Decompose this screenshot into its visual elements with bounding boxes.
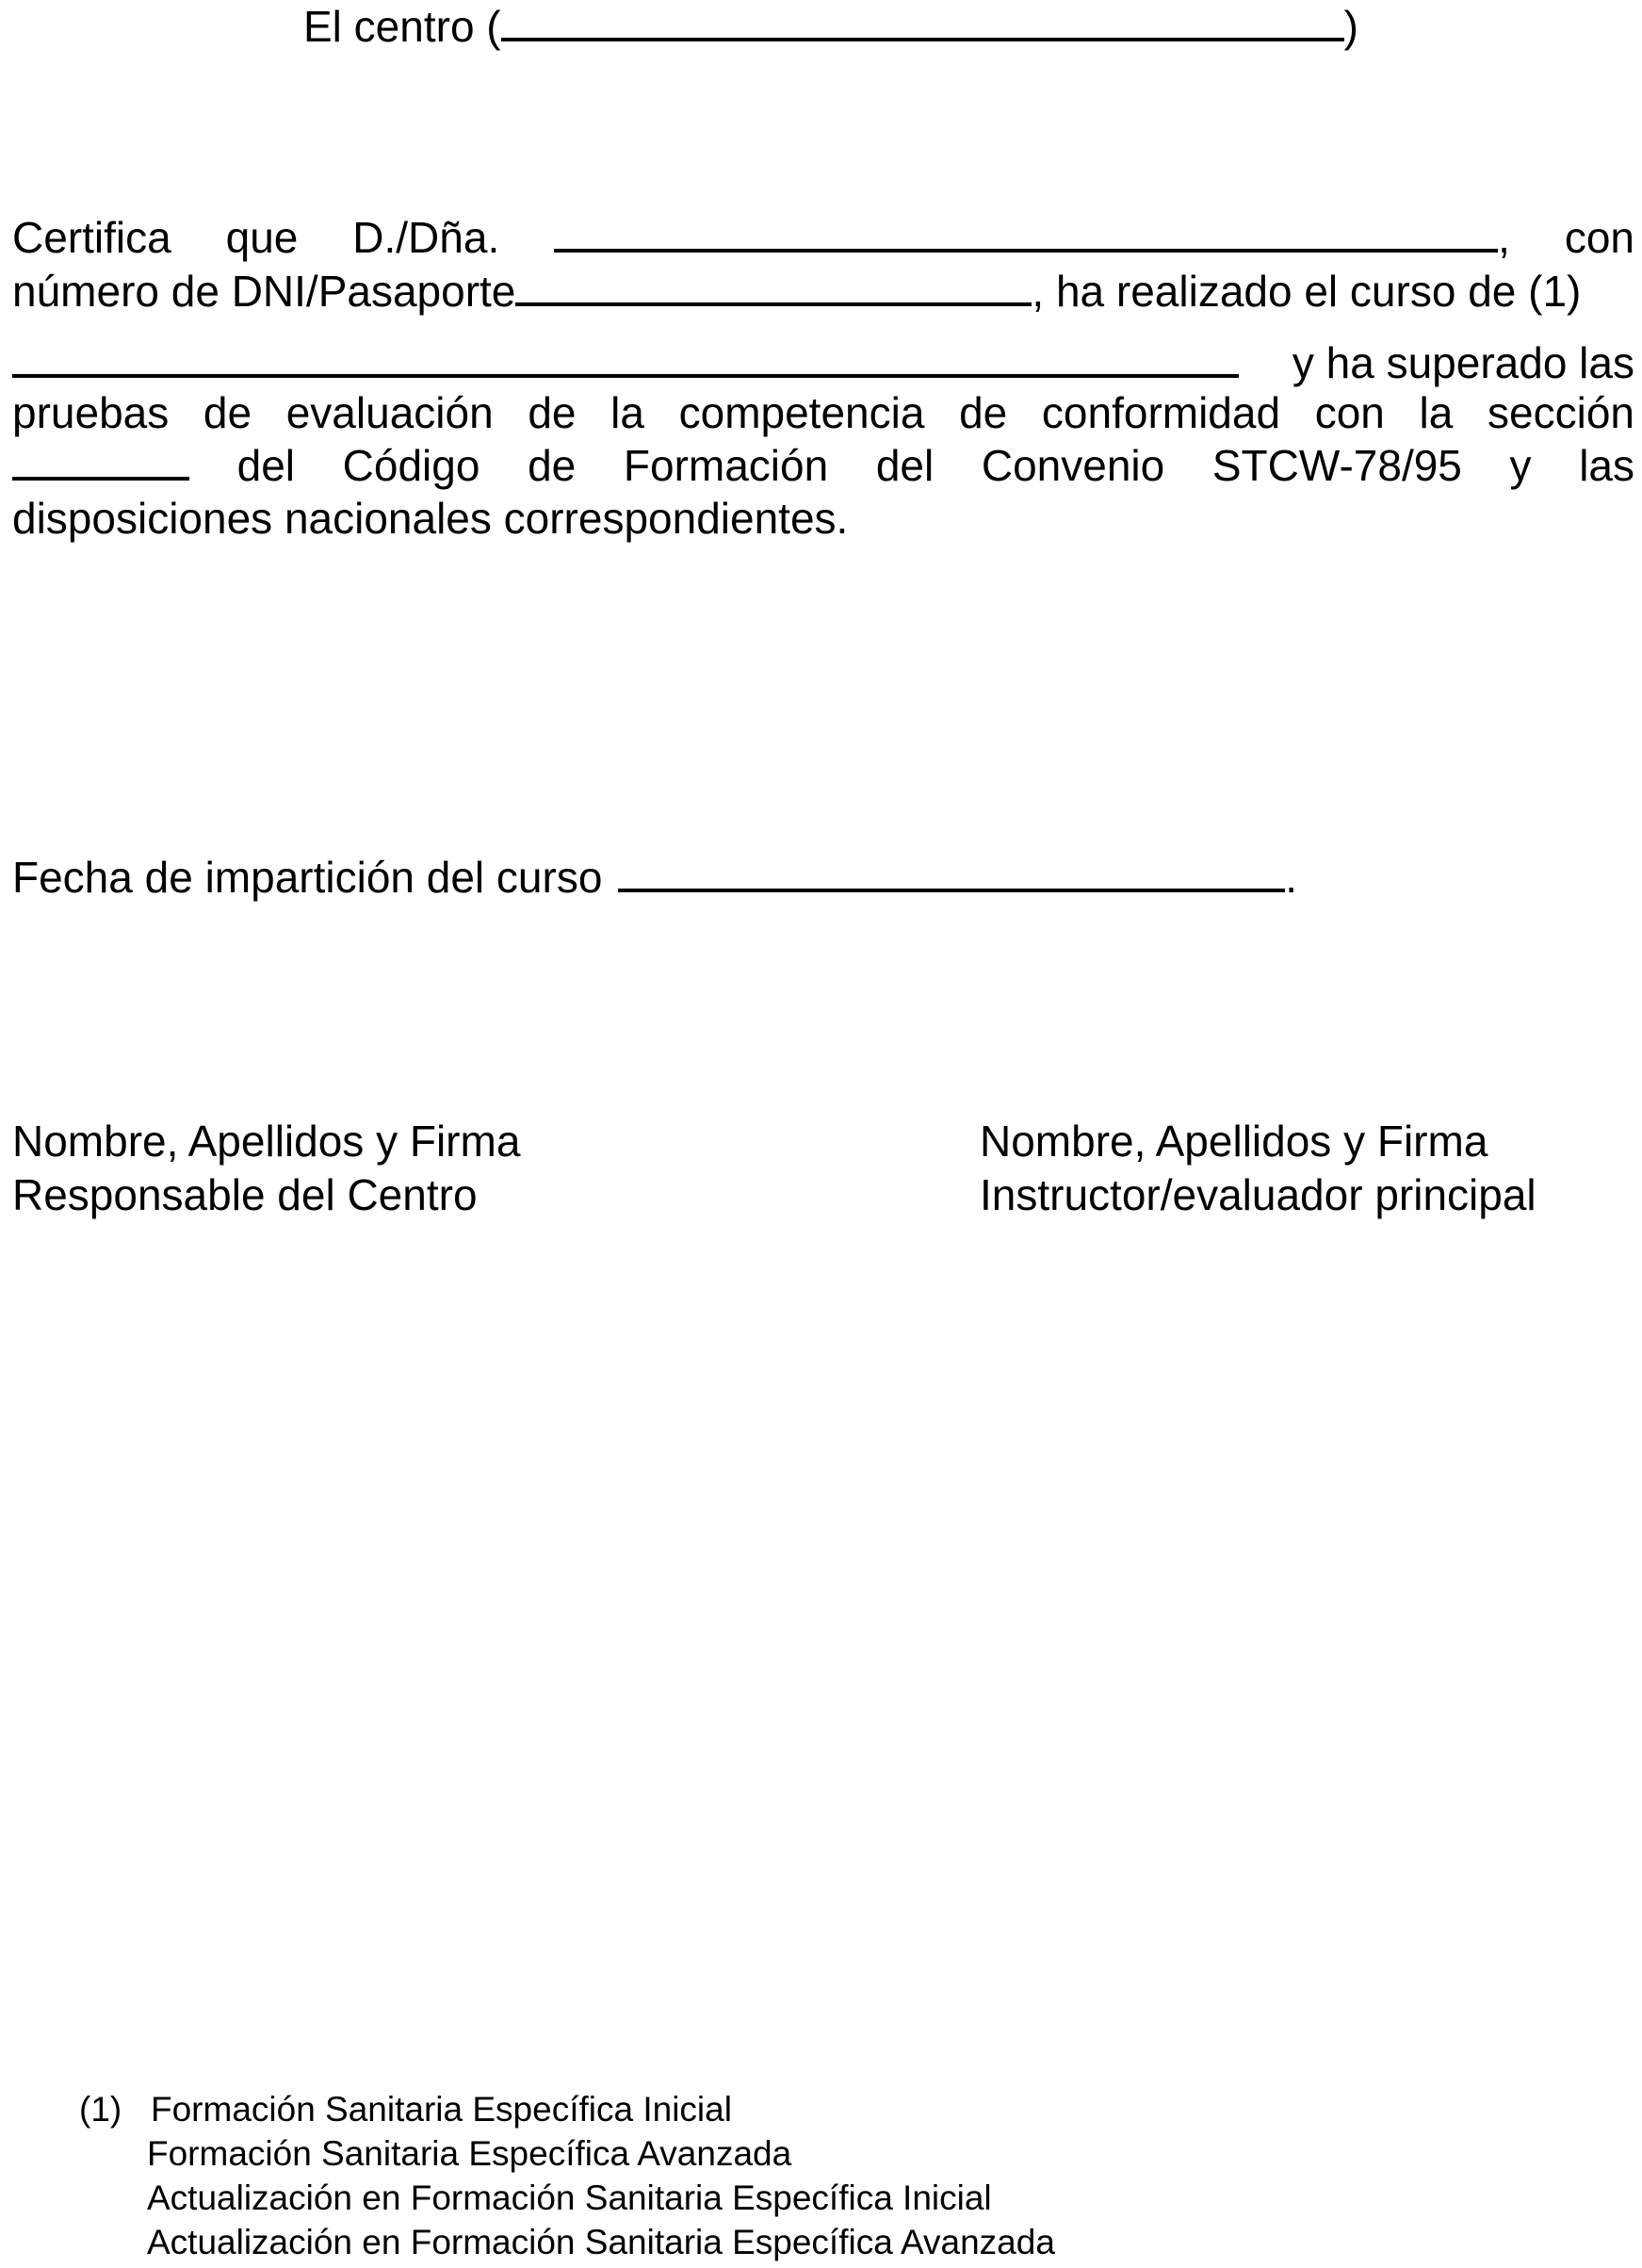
comma: , xyxy=(1498,213,1510,262)
word: del xyxy=(236,441,296,490)
signature-left-title: Nombre, Apellidos y Firma xyxy=(12,1117,521,1166)
word: de xyxy=(203,388,252,437)
footnote-item: Actualización en Formación Sanitaria Específica Inicial xyxy=(147,2178,992,2217)
footnote-marker: (1) xyxy=(79,2090,122,2129)
paragraph-line-4 xyxy=(12,386,1634,440)
fecha-label: Fecha de impartición del curso xyxy=(12,853,603,902)
word: del xyxy=(875,441,935,490)
section-field[interactable] xyxy=(12,443,189,481)
paragraph-line-2 xyxy=(12,265,1634,318)
word: las xyxy=(1579,441,1634,490)
centro-suffix: ) xyxy=(1343,2,1358,51)
word-dna: D./Dña. xyxy=(352,213,500,262)
paragraph-line-3 xyxy=(12,336,1634,390)
word: conformidad xyxy=(1041,388,1281,437)
word: de xyxy=(528,388,577,437)
dni-group xyxy=(12,265,1581,318)
word-certifica: Certifica xyxy=(12,213,171,262)
footnote-item: Actualización en Formación Sanitaria Específica Avanzada xyxy=(147,2223,1055,2261)
word: pruebas xyxy=(12,388,170,437)
name-field-group xyxy=(554,211,1510,265)
word: con xyxy=(1314,388,1385,437)
person-name-field[interactable] xyxy=(554,215,1498,253)
word-con: con xyxy=(1564,213,1634,262)
fecha-field[interactable] xyxy=(618,855,1285,892)
word: Convenio xyxy=(981,441,1165,490)
word: competencia xyxy=(678,388,925,437)
fecha-line xyxy=(12,851,1297,905)
signature-left-role: Responsable del Centro xyxy=(12,1170,478,1219)
footnote-item: Formación Sanitaria Específica Inicial xyxy=(151,2090,732,2129)
word: y xyxy=(1509,441,1532,490)
paragraph-line-1 xyxy=(12,211,1634,265)
signature-right-title: Nombre, Apellidos y Firma xyxy=(980,1117,1488,1166)
centro-name-field[interactable] xyxy=(501,4,1344,41)
dni-field[interactable] xyxy=(515,269,1032,306)
signature-right-role: Instructor/evaluador principal xyxy=(980,1170,1536,1219)
word: de xyxy=(528,441,577,490)
centro-prefix: El centro ( xyxy=(303,2,501,51)
word: la xyxy=(1419,388,1454,437)
fecha-period: . xyxy=(1285,853,1297,902)
centro-line xyxy=(303,0,1358,54)
paragraph-line-6: disposiciones nacionales correspondientes. xyxy=(12,494,849,543)
word: Código xyxy=(342,441,480,490)
word: evaluación xyxy=(285,388,494,437)
dni-label: número de DNI/Pasaporte xyxy=(12,267,516,316)
word: Formación xyxy=(623,441,829,490)
course-name-field[interactable] xyxy=(12,340,1239,378)
word: la xyxy=(610,388,644,437)
superado-text: y ha superado las xyxy=(1292,338,1634,387)
word: de xyxy=(959,388,1008,437)
word: sección xyxy=(1488,388,1634,437)
footnote-item: Formación Sanitaria Específica Avanzada xyxy=(147,2134,792,2173)
word-que: que xyxy=(225,213,299,262)
curso-text: , ha realizado el curso de (1) xyxy=(1032,267,1582,316)
paragraph-line-5 xyxy=(12,439,1634,493)
word: STCW-78/95 xyxy=(1211,441,1462,490)
